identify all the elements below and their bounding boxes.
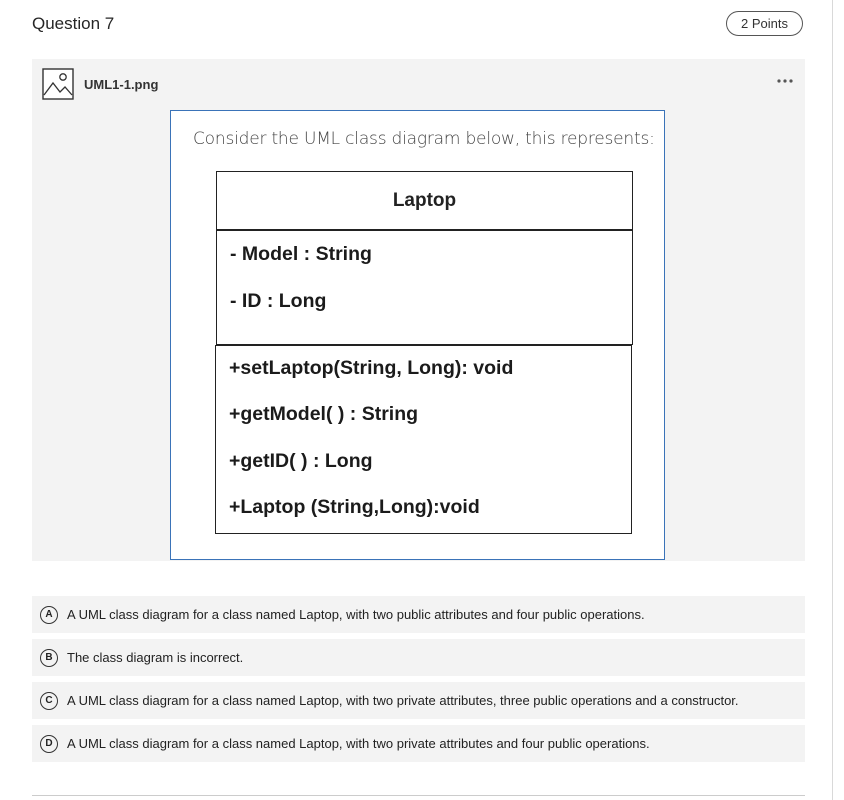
option-text: A UML class diagram for a class named Laptop, with two private attributes and four public operations. <box>67 736 650 751</box>
divider <box>32 795 805 796</box>
option-a[interactable] <box>32 596 805 633</box>
uml-attribute: - Model : String <box>230 243 372 265</box>
uml-operations-box <box>215 345 632 534</box>
option-letter: B <box>40 649 58 667</box>
uml-operation: +getModel( ) : String <box>229 403 419 425</box>
figure-caption: Consider the UML class diagram below, this represents: <box>193 129 655 149</box>
option-text: A UML class diagram for a class named Laptop, with two public attributes and four public operations. <box>67 607 645 622</box>
uml-attribute: - ID : Long <box>230 290 327 312</box>
uml-operation: +Laptop (String,Long):void <box>229 496 480 518</box>
option-letter: A <box>40 606 58 624</box>
option-text: The class diagram is incorrect. <box>67 650 244 665</box>
attachment-filename[interactable]: UML1-1.png <box>84 77 159 92</box>
question-title: Question 7 <box>32 14 115 33</box>
image-icon <box>42 68 74 100</box>
scrollbar-track[interactable] <box>832 0 833 800</box>
uml-figure <box>170 110 665 560</box>
ellipsis-icon[interactable] <box>776 78 794 84</box>
option-text: A UML class diagram for a class named Laptop, with two private attributes, three public operations and a constructor. <box>67 693 739 708</box>
uml-class-name: Laptop <box>392 189 457 211</box>
option-d[interactable] <box>32 725 805 762</box>
option-b[interactable] <box>32 639 805 676</box>
option-letter: D <box>40 735 58 753</box>
uml-operation: +getID( ) : Long <box>229 450 373 472</box>
option-letter: C <box>40 692 58 710</box>
attachment-panel <box>32 59 805 561</box>
points-badge: 2 Points <box>726 11 803 36</box>
uml-class-name-box <box>216 171 633 230</box>
option-c[interactable] <box>32 682 805 719</box>
uml-operation: +setLaptop(String, Long): void <box>229 357 514 379</box>
uml-attributes-box <box>216 230 633 345</box>
